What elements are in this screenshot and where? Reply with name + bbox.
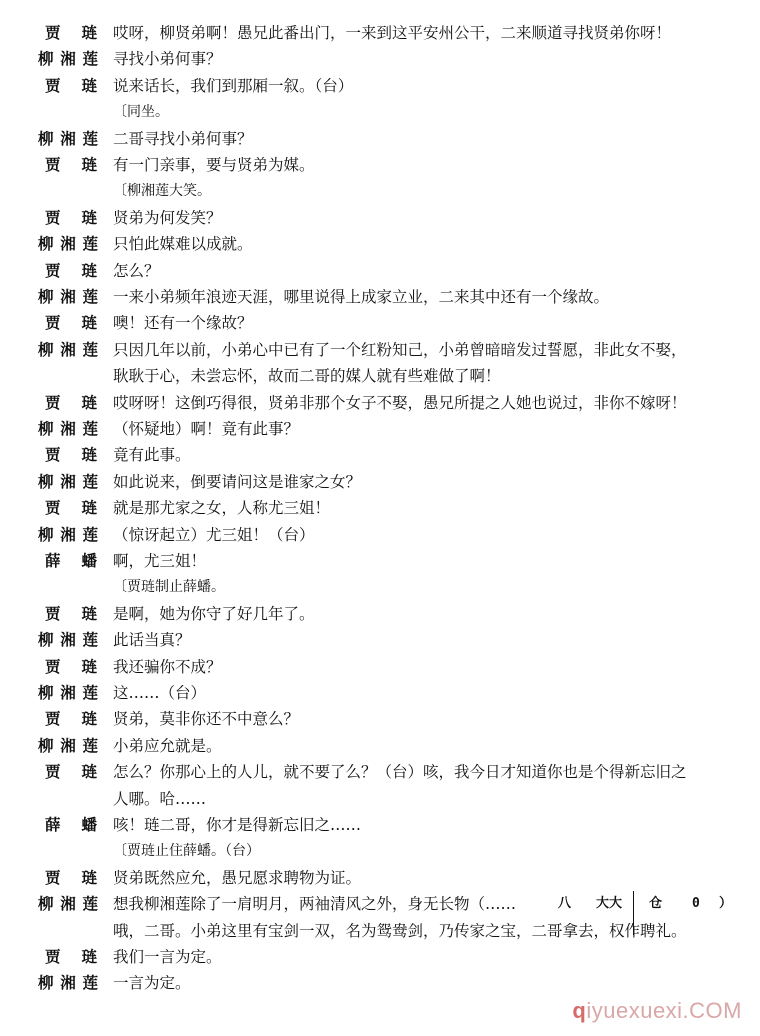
script-line (0, 152, 760, 178)
dialogue-text: 啊，尤三姐！ (113, 552, 207, 570)
script-line (0, 442, 760, 468)
dialogue-text: 贤弟为何发笑？ (113, 208, 222, 227)
watermark (572, 998, 742, 1024)
speaker-name: 柳湘莲 (38, 234, 98, 254)
speaker-name: 贾琏 (45, 392, 97, 412)
speaker-name: 贾琏 (45, 155, 97, 174)
speaker-name: 柳湘莲 (38, 49, 98, 69)
dialogue-text: 寻找小弟何事？ (113, 50, 222, 69)
script-line (0, 522, 760, 548)
speaker-name: 柳湘莲 (38, 735, 98, 755)
dialogue-text: 如此说来，倒要请问这是谁家之女？ (113, 472, 362, 491)
dialogue-text: 贤弟，莫非你还不中意么？ (113, 710, 300, 729)
dialogue-text: （惊讶起立）尤三姐！（台） (113, 525, 315, 544)
speaker-name: 薛蟠 (45, 815, 97, 834)
dialogue-text: 噢！还有一个缘故？ (113, 314, 253, 333)
speaker-name: 柳湘莲 (38, 471, 98, 491)
speaker-name: 贾琏 (45, 260, 97, 280)
dialogue-text: 想我柳湘莲除了一肩明月，两袖清风之外，身无长物（…… (113, 895, 517, 914)
speaker-name: 贾琏 (45, 867, 97, 887)
script-line (0, 178, 760, 204)
dialogue-text: 咳！琏二哥，你才是得新忘旧之…… (113, 816, 362, 834)
dialogue-text: 说来话长，我们到那厢一叙。（台） (113, 76, 354, 95)
dialogue-text: 贤弟既然应允，愚兄愿求聘物为证。 (113, 868, 362, 887)
speaker-name: 柳湘莲 (38, 894, 98, 914)
script-line (0, 363, 760, 389)
speaker-name: 柳湘莲 (38, 287, 98, 306)
speaker-name: 柳湘莲 (38, 630, 98, 650)
speaker-name: 薛蟠 (45, 551, 97, 570)
speaker-name: 柳湘莲 (38, 339, 98, 359)
dialogue-text: 一来小弟频年浪迹天涯，哪里说得上成家立业，二来其中还有一个缘故。 (113, 288, 610, 306)
speaker-name: 贾琏 (45, 603, 97, 623)
speaker-name: 柳湘莲 (38, 524, 98, 544)
dialogue-text: 耿耿于心，未尝忘怀，故而二哥的媒人就有些难做了啊！ (113, 367, 501, 386)
script-line (0, 205, 760, 231)
script-line (0, 231, 760, 257)
script-line (0, 680, 760, 706)
dialogue-text: （怀疑地）啊！竟有此事？ (113, 420, 300, 438)
stage-direction: 〔贾琏制止薛蟠。 (113, 579, 225, 596)
script-line (0, 20, 760, 46)
dialogue-text: 只怕此媒难以成就。 (113, 235, 253, 254)
dialogue-text: 我还骗你不成？ (113, 657, 222, 676)
notation-syllable: 0 (692, 896, 700, 912)
speaker-name: 贾琏 (45, 498, 97, 518)
dialogue-text: 一言为定。 (113, 974, 191, 993)
dialogue-text: 人哪。哈…… (113, 789, 207, 808)
dialogue-text: 二哥寻找小弟何事？ (113, 129, 253, 148)
watermark-logo-letter: q (572, 998, 587, 1023)
dialogue-text: 怎么？ (113, 261, 160, 280)
speaker-name: 贾琏 (45, 313, 97, 333)
script-line (0, 759, 760, 785)
speaker-name: 柳湘莲 (38, 973, 98, 993)
script-line (0, 786, 760, 812)
script-line (0, 337, 760, 363)
percussion-notation (539, 891, 734, 917)
speaker-name: 贾琏 (45, 445, 97, 465)
stage-direction: 〔柳湘莲大笑。 (113, 183, 211, 200)
stage-direction: 〔同坐。 (113, 104, 169, 121)
dialogue-text: 是啊，她为你守了好几年了。 (113, 604, 315, 623)
script-line (0, 258, 760, 284)
dialogue-text: 竟有此事。 (113, 446, 191, 465)
watermark-text: iyuexuexi.COM (586, 998, 742, 1023)
speaker-name: 贾琏 (45, 23, 97, 42)
dialogue-text: 有一门亲事，要与贤弟为媒。 (113, 156, 315, 174)
dialogue-text: 哎呀呀！这倒巧得很，贤弟非那个女子不娶，愚兄所提之人她也说过，非你不嫁呀！ (113, 393, 687, 412)
dialogue-text: 小弟应允就是。 (113, 736, 222, 755)
notation-syllable: 仓 (649, 896, 663, 912)
dialogue-text: 就是那尤家之女，人称尤三姐！ (113, 499, 331, 518)
script-line (0, 495, 760, 521)
notation-syllable: 八 (558, 896, 572, 912)
script-line (0, 548, 760, 574)
script-line (0, 838, 760, 864)
script-line (0, 865, 760, 891)
speaker-name: 贾琏 (45, 207, 97, 227)
script-line (0, 627, 760, 653)
speaker-name: 贾琏 (45, 762, 97, 782)
speaker-name: 贾琏 (45, 75, 97, 95)
script-line (0, 469, 760, 495)
script-line (0, 73, 760, 99)
dialogue-text: 哦，二哥。小弟这里有宝剑一双，名为鸳鸯剑，乃传家之宝，二哥拿去，权作聘礼。 (113, 921, 687, 940)
speaker-name: 柳湘莲 (38, 419, 98, 438)
stage-direction: 〔贾琏止住薛蟠。（台） (113, 843, 260, 860)
notation-syllable: ） (719, 896, 733, 912)
dialogue-text: 哎呀，柳贤弟啊！愚兄此番出门，一来到这平安州公干，二来顺道寻找贤弟你呀！ (113, 24, 672, 42)
script-line (0, 46, 760, 72)
dialogue-text: 此话当真？ (113, 631, 191, 650)
script-line (0, 812, 760, 838)
script-line (0, 126, 760, 152)
speaker-name: 柳湘莲 (38, 683, 98, 702)
script-line (0, 970, 760, 996)
dialogue-text: 我们一言为定。 (113, 948, 222, 966)
speaker-name: 贾琏 (45, 709, 97, 729)
dialogue-text: 怎么？你那心上的人儿，就不要了么？（台）咳，我今日才知道你也是个得新忘旧之 (113, 763, 687, 782)
script-line (0, 574, 760, 600)
dialogue-text: 只因几年以前，小弟心中已有了一个红粉知己，小弟曾暗暗发过誓愿，非此女不娶， (113, 340, 687, 359)
notation-syllable: 大大 (596, 896, 623, 912)
speaker-name: 贾琏 (45, 947, 97, 966)
script-line (0, 601, 760, 627)
script-line (0, 733, 760, 759)
script-line (0, 99, 760, 125)
script-line (0, 416, 760, 442)
script-line (0, 284, 760, 310)
script-line (0, 654, 760, 680)
script-line (0, 944, 760, 970)
speaker-name: 柳湘莲 (38, 128, 98, 148)
script-line (0, 918, 760, 944)
dialogue-text: 这……（台） (113, 684, 207, 702)
script-line (0, 706, 760, 732)
script-line (0, 891, 760, 917)
speaker-name: 贾琏 (45, 656, 97, 676)
script-line (0, 310, 760, 336)
script-line (0, 390, 760, 416)
